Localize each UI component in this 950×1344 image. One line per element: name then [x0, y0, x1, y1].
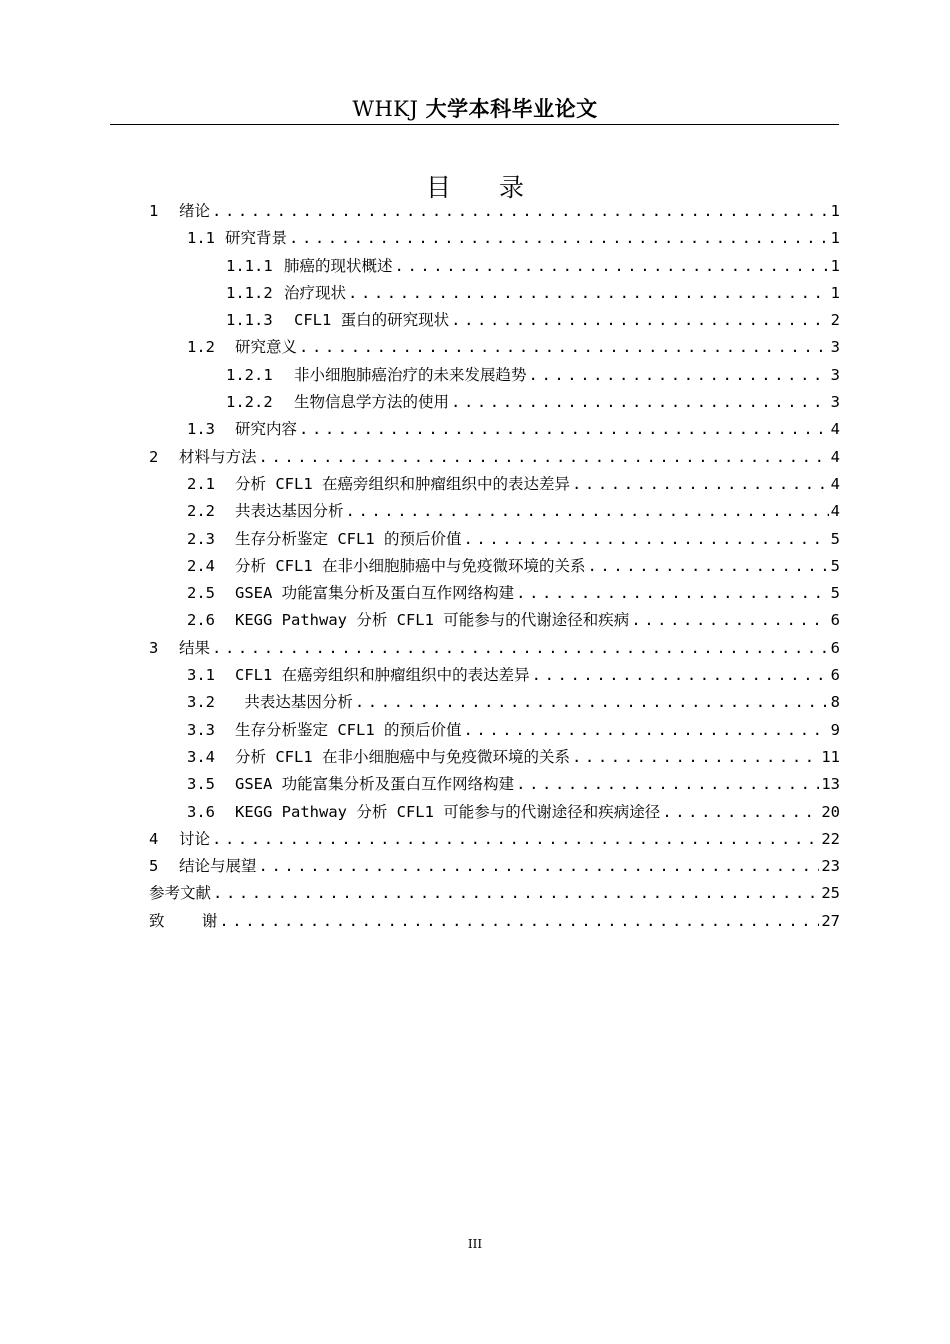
- toc-entry-number: 3: [149, 638, 159, 657]
- toc-entry-page: 25: [821, 884, 840, 903]
- toc-leader-dots: [529, 362, 829, 389]
- toc-entry[interactable]: [149, 389, 840, 416]
- toc-leader-dots: [299, 416, 829, 443]
- toc-entry[interactable]: [149, 280, 840, 307]
- toc-leader-dots: [348, 280, 829, 307]
- toc-entry-page: 1: [830, 256, 840, 275]
- toc-entry[interactable]: [149, 362, 840, 389]
- toc-leader-dots: [219, 908, 819, 935]
- toc-entry-label: KEGG Pathway 分析 CFL1 可能参与的代谢途径和疾病: [235, 611, 630, 630]
- toc-entry-page: 11: [821, 747, 840, 766]
- toc-entry[interactable]: [149, 635, 840, 662]
- toc-entry-page: 2: [830, 311, 840, 330]
- toc-leader-dots: [662, 799, 819, 826]
- toc-entry-label: 研究内容: [235, 420, 298, 439]
- toc-leader-dots: [516, 771, 819, 798]
- toc-entry-label: 讨论: [179, 829, 211, 848]
- toc-leader-dots: [464, 526, 829, 553]
- toc-entry-label: 绪论: [179, 202, 211, 220]
- toc-entry-number: 3.2: [187, 693, 215, 712]
- header-divider: [110, 124, 839, 125]
- toc-entry-page: 5: [830, 556, 840, 575]
- toc-entry-number: 2.2: [187, 502, 215, 521]
- toc-entry[interactable]: [149, 826, 840, 853]
- toc-leader-dots: [464, 717, 829, 744]
- toc-entry[interactable]: [149, 553, 840, 580]
- toc-leader-dots: [259, 853, 820, 880]
- toc-entry-number: 1.2.1: [226, 365, 273, 384]
- toc-entry-page: 4: [830, 420, 840, 439]
- toc-entry-label: 生物信息学方法的使用: [294, 393, 450, 412]
- toc-entry[interactable]: [149, 662, 840, 689]
- toc-entry-page: 13: [821, 775, 840, 794]
- toc-entry[interactable]: [149, 771, 840, 798]
- toc-heading: 目 录: [426, 173, 524, 202]
- toc-entry-page: 3: [830, 365, 840, 384]
- toc-entry-label: KEGG Pathway 分析 CFL1 可能参与的代谢途径和疾病途径: [235, 802, 661, 821]
- toc-entry-label: 分析 CFL1 在癌旁组织和肿瘤组织中的表达差异: [235, 474, 570, 493]
- header-title-latin: WHKJ: [352, 97, 426, 121]
- toc-entry-label: 生存分析鉴定 CFL1 的预后价值: [235, 720, 462, 739]
- toc-leader-dots: [212, 198, 829, 225]
- toc-entry-page: 27: [821, 911, 840, 930]
- toc-entry-page: 8: [830, 693, 840, 712]
- toc-entry-page: 5: [830, 584, 840, 603]
- toc-entry-page: 23: [821, 857, 840, 876]
- toc-entry[interactable]: [149, 225, 840, 252]
- toc-entry-number: 2.3: [187, 529, 215, 548]
- toc-entry-number: 2.1: [187, 474, 215, 493]
- toc-entry-page: 4: [830, 502, 840, 521]
- toc-entry-label: CFL1 蛋白的研究现状: [294, 311, 450, 330]
- toc-entry-page: 9: [830, 720, 840, 739]
- toc-entry[interactable]: [149, 744, 840, 771]
- toc-entry[interactable]: [149, 908, 840, 935]
- toc-leader-dots: [572, 471, 829, 498]
- toc-entry-page: 3: [830, 338, 840, 357]
- toc-entry[interactable]: [149, 880, 840, 907]
- header-title-cn: 大学本科毕业论文: [425, 96, 598, 121]
- toc-entry-label: 参考文献: [149, 884, 212, 903]
- toc-entry-number: 3.1: [187, 666, 215, 685]
- toc-entry-number: 1.2: [187, 338, 215, 357]
- toc-entry[interactable]: [149, 471, 840, 498]
- toc-leader-dots: [346, 498, 829, 525]
- toc-leader-dots: [299, 334, 829, 361]
- toc-entry-number: 5: [149, 857, 159, 876]
- toc-leader-dots: [631, 607, 828, 634]
- toc-leader-dots: [451, 307, 828, 334]
- toc-entry-number: 3.5: [187, 775, 215, 794]
- toc-entry-label: 共表达基因分析: [235, 693, 353, 712]
- toc-entry-number: 1.1.2: [226, 283, 273, 302]
- toc-leader-dots: [572, 744, 819, 771]
- toc-entry[interactable]: [149, 444, 840, 471]
- toc-entry-page: 5: [830, 529, 840, 548]
- toc-entry[interactable]: [149, 498, 840, 525]
- toc-entry-number: 3.4: [187, 747, 215, 766]
- toc-entry-page: 6: [830, 638, 840, 657]
- toc-entry[interactable]: [149, 689, 840, 716]
- toc-entry[interactable]: [149, 607, 840, 634]
- toc-entry-number: 3.6: [187, 802, 215, 821]
- toc-leader-dots: [395, 253, 829, 280]
- toc-entry-number: 2.6: [187, 611, 215, 630]
- toc-entry-number: 1.1.1: [226, 256, 273, 275]
- toc-entry-page: 1: [830, 229, 840, 248]
- toc-entry-label: GSEA 功能富集分析及蛋白互作网络构建: [235, 584, 515, 603]
- toc-leader-dots: [516, 580, 828, 607]
- toc-entry[interactable]: [149, 334, 840, 361]
- toc-entry-label: 治疗现状: [284, 283, 347, 302]
- toc-leader-dots: [588, 553, 829, 580]
- toc-entry-label: 研究意义: [235, 338, 298, 357]
- toc-entry-label: 共表达基因分析: [235, 502, 344, 521]
- toc-entry-label: 结果: [179, 638, 211, 657]
- page-number: III: [467, 1237, 483, 1251]
- toc-entry[interactable]: [149, 526, 840, 553]
- toc-leader-dots: [451, 389, 829, 416]
- toc-entry[interactable]: [149, 799, 840, 826]
- toc-leader-dots: [213, 880, 819, 907]
- toc-entry-number: 1.1: [187, 229, 215, 248]
- toc-entry-number: 1.1.3: [226, 311, 273, 330]
- running-header: [0, 93, 950, 123]
- toc-entry-number: 1.3: [187, 420, 215, 439]
- toc-entry-label: 生存分析鉴定 CFL1 的预后价值: [235, 529, 462, 548]
- toc-entry-page: 20: [821, 802, 840, 821]
- table-of-contents: [149, 198, 840, 935]
- toc-entry[interactable]: [149, 253, 840, 280]
- toc-entry-label: CFL1 在癌旁组织和肿瘤组织中的表达差异: [235, 666, 530, 685]
- toc-entry-page: 4: [830, 474, 840, 493]
- toc-entry-page: 3: [830, 393, 840, 412]
- toc-entry-number: 4: [149, 829, 159, 848]
- toc-entry-label: 致 谢: [149, 911, 218, 930]
- toc-entry-number: 1.2.2: [226, 393, 273, 412]
- toc-entry-page: 22: [821, 829, 840, 848]
- toc-entry-number: 2.5: [187, 584, 215, 603]
- toc-entry[interactable]: [149, 717, 840, 744]
- toc-entry-label: 分析 CFL1 在非小细胞肺癌中与免疫微环境的关系: [235, 556, 586, 575]
- toc-entry-page: 6: [830, 611, 840, 630]
- toc-leader-dots: [289, 225, 829, 252]
- toc-entry-number: 3.3: [187, 720, 215, 739]
- toc-entry-number: 2.4: [187, 556, 215, 575]
- toc-entry-page: 1: [830, 283, 840, 302]
- toc-entry-page: 1: [830, 202, 840, 220]
- toc-entry-page: 4: [830, 447, 840, 466]
- toc-leader-dots: [532, 662, 829, 689]
- toc-entry-label: 研究背景: [225, 229, 288, 248]
- toc-leader-dots: [212, 635, 829, 662]
- toc-entry-page: 6: [830, 666, 840, 685]
- toc-entry-label: 结论与展望: [179, 857, 257, 876]
- toc-entry[interactable]: [149, 580, 840, 607]
- toc-entry-label: 材料与方法: [179, 447, 257, 466]
- toc-entry-label: 分析 CFL1 在非小细胞癌中与免疫微环境的关系: [235, 747, 570, 766]
- toc-entry-label: 肺癌的现状概述: [284, 256, 393, 275]
- toc-entry-number: 2: [149, 447, 159, 466]
- toc-entry-label: GSEA 功能富集分析及蛋白互作网络构建: [235, 775, 515, 794]
- toc-leader-dots: [259, 444, 829, 471]
- toc-leader-dots: [212, 826, 819, 853]
- toc-entry-number: 1: [149, 202, 159, 220]
- toc-entry[interactable]: [149, 307, 840, 334]
- toc-leader-dots: [355, 689, 829, 716]
- toc-entry-label: 非小细胞肺癌治疗的未来发展趋势: [294, 365, 527, 384]
- toc-entry[interactable]: [149, 853, 840, 880]
- toc-entry[interactable]: [149, 198, 840, 225]
- toc-entry[interactable]: [149, 416, 840, 443]
